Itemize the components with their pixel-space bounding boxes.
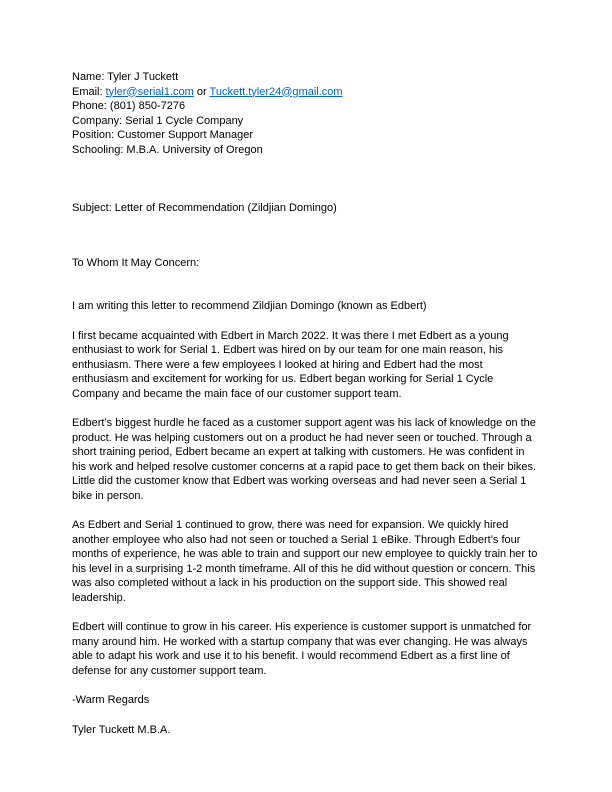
contact-name-line: Name: Tyler J Tuckett xyxy=(72,71,179,83)
body-paragraph-4: Edbert will continue to grow in his career. His experience is customer support is unmatched for many around him. He worked with a startup company that was ever changing. He was always able to adapt his work and use it to his benefit. I would recommend Edbert as a first line of defense for any customer support team. xyxy=(72,621,532,677)
contact-email-line xyxy=(72,85,540,100)
closing-line: -Warm Regards xyxy=(72,694,150,707)
intro-paragraph: I am writing this letter to recommend Zildjian Domingo (known as Edbert) xyxy=(72,300,427,313)
email-separator: or xyxy=(193,85,210,98)
body-paragraph-2: Edbert’s biggest hurdle he faced as a customer support agent was his lack of knowledge on the product. He was helping customers out on a product he had never seen or touched. Through a short training period, Edbert became an expert at talking with customers. He was confident in his work and helped resolve customer concerns at a rapid pace to get them back on their bikes. Little did the customer know that Edbert was working overseas and had never seen a Serial 1 bike in person. xyxy=(72,417,537,502)
contact-position-line: Position: Customer Support Manager xyxy=(72,129,253,142)
body-paragraph-1: I first became acquainted with Edbert in March 2022. It was there I met Edbert as a young enthusiast to work for Serial 1. Edbert was hired on by our team for one main reason, his enthusiasm. There were a few employees I looked at hiring and Edbert had the most enthusiasm and excitement for working for us. Edbert began working for Serial 1 Cycle Company and became the main face of our customer support team. xyxy=(72,329,509,400)
salutation: To Whom It May Concern: xyxy=(72,256,200,269)
email-label: Email: xyxy=(72,85,106,98)
subject-line: Subject: Letter of Recommendation (Zildjian Domingo) xyxy=(72,202,337,215)
contact-header xyxy=(72,70,540,157)
signature-line: Tyler Tuckett M.B.A. xyxy=(72,723,171,736)
body-paragraph-3: As Edbert and Serial 1 continued to grow, there was need for expansion. We quickly hired another employee who also had not seen or touched a Serial 1 eBike. Through Edbert’s four months of experience, he was able to train and support our new employee to quickly train her to his level in a surprising 1-2 month timeframe. All of this he did without question or concern. This was also completed without a lack in his production on the support side. This showed real leadership. xyxy=(72,519,538,604)
contact-company-line: Company: Serial 1 Cycle Company xyxy=(72,114,244,127)
contact-phone-line: Phone: (801) 850-7276 xyxy=(72,100,186,113)
email-link-secondary[interactable]: Tuckett.tyler24@gmail.com xyxy=(209,85,343,98)
email-link-primary[interactable]: tyler@serial1.com xyxy=(105,85,194,98)
contact-schooling-line: Schooling: M.B.A. University of Oregon xyxy=(72,143,263,156)
